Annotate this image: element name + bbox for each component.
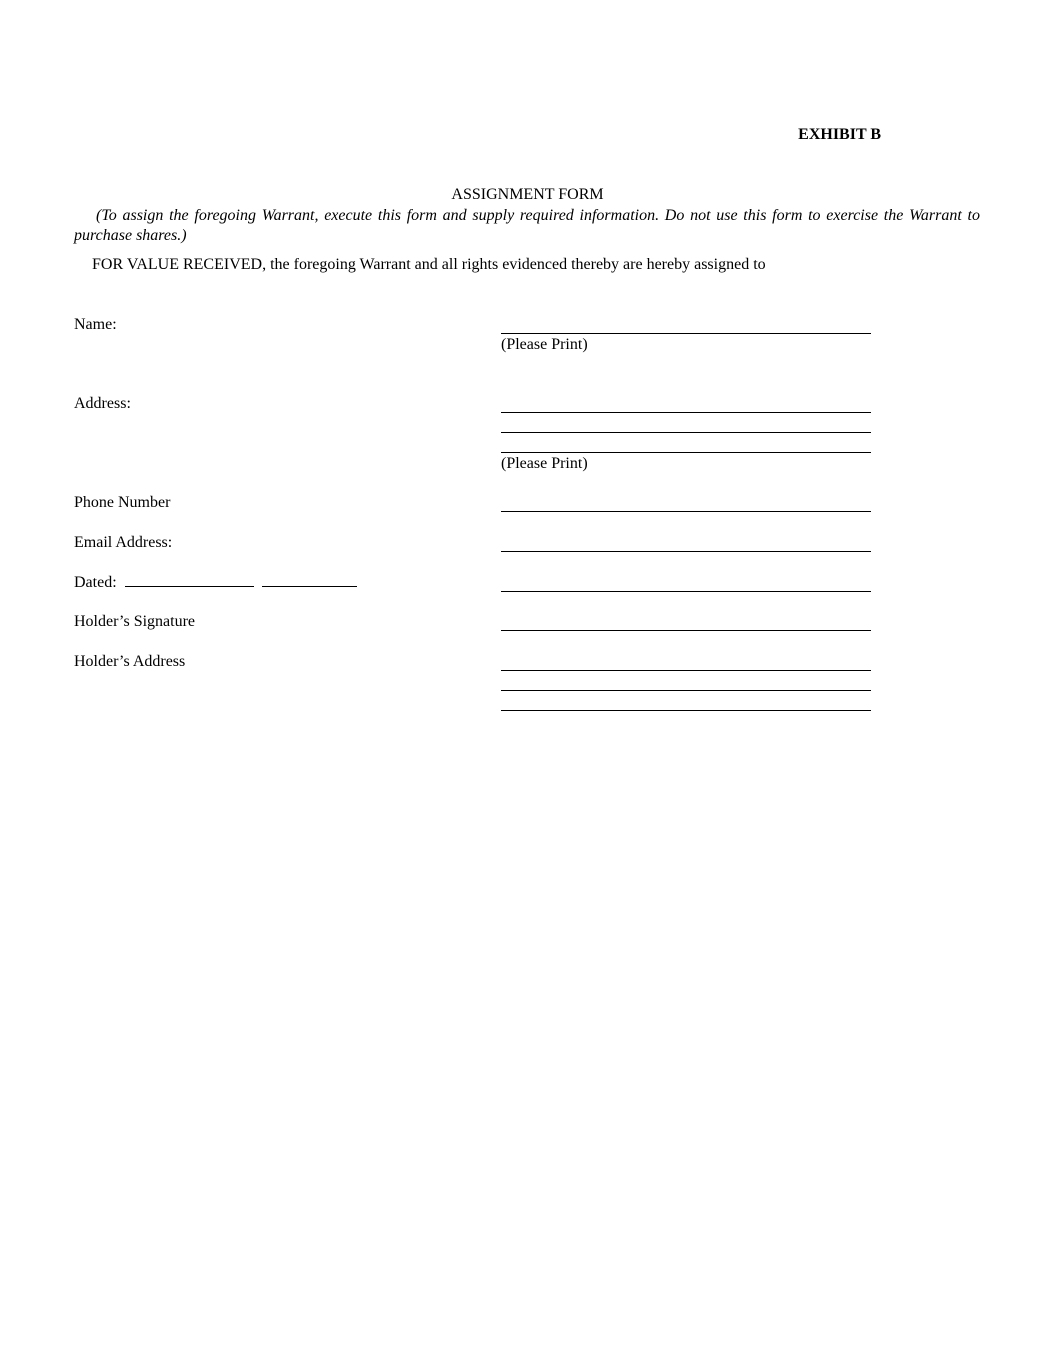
holder-address-line-2[interactable] <box>501 690 871 691</box>
holder-address-line-3[interactable] <box>501 710 871 711</box>
holder-address-line-1[interactable] <box>501 670 871 671</box>
form-instructions: (To assign the foregoing Warrant, execute this form and supply required information. Do not use this form to exercise the Warrant to purchase shares.) <box>74 207 980 244</box>
assignment-intro: FOR VALUE RECEIVED, the foregoing Warrant and all rights evidenced thereby are hereby assigned to <box>92 256 766 273</box>
email-label: Email Address: <box>74 534 173 551</box>
holder-address-label: Holder’s Address <box>74 653 186 670</box>
date-blank-1[interactable] <box>125 586 254 587</box>
dated-label: Dated: <box>74 574 117 591</box>
dated-field-line[interactable] <box>501 591 871 592</box>
phone-field-line[interactable] <box>501 511 871 512</box>
phone-label: Phone Number <box>74 494 171 511</box>
name-field-line[interactable] <box>501 333 871 334</box>
holder-signature-line[interactable] <box>501 630 871 631</box>
address-line-2[interactable] <box>501 432 871 433</box>
name-label: Name: <box>74 316 117 333</box>
dated-row <box>74 574 357 592</box>
address-label: Address: <box>74 395 131 412</box>
form-title: ASSIGNMENT FORM <box>451 186 604 203</box>
date-blank-2[interactable] <box>262 586 357 587</box>
holder-signature-label: Holder’s Signature <box>74 613 196 630</box>
email-field-line[interactable] <box>501 551 871 552</box>
name-print-caption: (Please Print) <box>501 336 588 353</box>
address-print-caption: (Please Print) <box>501 455 588 472</box>
address-line-1[interactable] <box>501 412 871 413</box>
exhibit-heading: EXHIBIT B <box>798 126 881 143</box>
address-line-3[interactable] <box>501 452 871 453</box>
